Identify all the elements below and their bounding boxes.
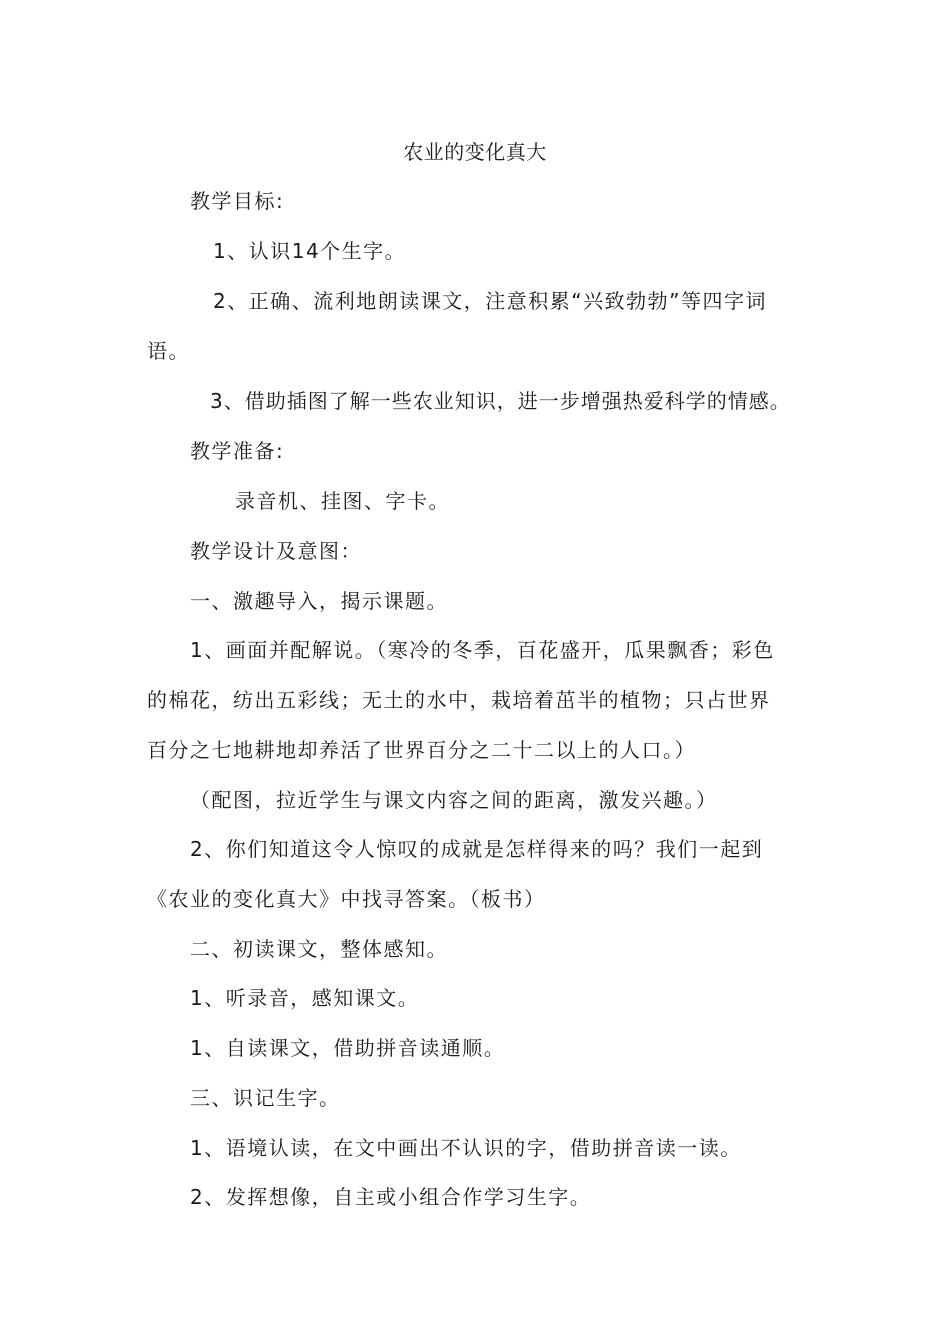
paragraph-line: 的棉花，纺出五彩线；无土的水中，栽培着茁半的植物；只占世界	[147, 688, 771, 712]
paragraph-line: 2、发挥想像，自主或小组合作学习生字。	[190, 1185, 592, 1209]
paragraph-line: 1、语境认读，在文中画出不认识的字，借助拼音读一读。	[190, 1136, 742, 1160]
paragraph-line: 语。	[147, 339, 190, 363]
paragraph-line: 录音机、挂图、字卡。	[235, 489, 450, 513]
section-heading-reading: 二、初读课文，整体感知。	[190, 937, 448, 961]
paragraph-line: 2、你们知道这令人惊叹的成就是怎样得来的吗？我们一起到	[190, 837, 764, 861]
paragraph-line: 1、认识14个生字。	[213, 239, 407, 263]
paragraph-line: （配图，拉近学生与课文内容之间的距离，激发兴趣。）	[190, 788, 718, 812]
paragraph-line: 2、正确、流利地朗读课文，注意积累“兴致勃勃”等四字词	[213, 289, 767, 313]
section-heading-preparation: 教学准备:	[190, 439, 285, 463]
section-heading-objectives: 教学目标:	[190, 189, 285, 213]
paragraph-line: 1、听录音，感知课文。	[190, 986, 420, 1010]
section-heading-intro: 一、激趣导入，揭示课题。	[190, 589, 448, 613]
page-title: 农业的变化真大	[403, 140, 547, 164]
section-heading-characters: 三、识记生字。	[190, 1086, 341, 1110]
paragraph-line: 3、借助插图了解一些农业知识，进一步增强热爱科学的情感。	[210, 389, 791, 413]
paragraph-line: 百分之七地耕地却养活了世界百分之二十二以上的人口。）	[147, 738, 696, 762]
section-heading-design: 教学设计及意图：	[190, 539, 362, 563]
paragraph-line: 1、自读课文，借助拼音读通顺。	[190, 1036, 506, 1060]
paragraph-line: 《农业的变化真大》中找寻答案。（板书）	[147, 887, 546, 911]
paragraph-line: 1、画面并配解说。（寒冷的冬季，百花盛开，瓜果飘香；彩色	[190, 638, 775, 662]
